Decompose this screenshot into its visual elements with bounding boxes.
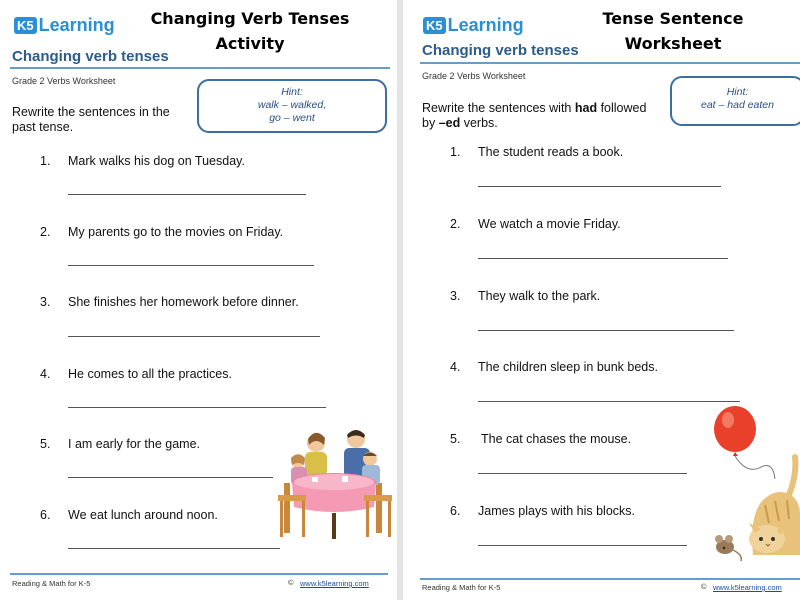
family-dinner-illustration: [272, 425, 396, 545]
worksheet-left: [0, 0, 397, 600]
answer-line[interactable]: [68, 548, 280, 549]
overlay-title: Changing Verb Tenses Activity: [150, 9, 350, 53]
item-number: 3.: [450, 289, 461, 303]
header-rule: [420, 62, 800, 64]
item-number: 5.: [450, 432, 461, 446]
k5-logo: K5 Learning: [14, 15, 115, 36]
k5-logo: K5 Learning: [423, 15, 524, 36]
item-sentence: I am early for the game.: [68, 437, 201, 451]
item-number: 2.: [450, 217, 461, 231]
footer-link[interactable]: www.k5learning.com: [713, 583, 782, 592]
item-sentence: The children sleep in bunk beds.: [478, 360, 658, 374]
copyright-icon: ©: [701, 582, 707, 591]
answer-line[interactable]: [478, 401, 740, 402]
item-sentence: We eat lunch around noon.: [68, 508, 218, 522]
instructions: Rewrite the sentences with had followed by –ed verbs.: [422, 101, 647, 130]
answer-line[interactable]: [68, 336, 320, 337]
item-sentence: She finishes her homework before dinner.: [68, 295, 299, 309]
worksheet-subtitle: Changing verb tenses: [422, 42, 579, 59]
item-number: 2.: [40, 225, 51, 239]
answer-line[interactable]: [478, 186, 721, 187]
answer-line[interactable]: [478, 545, 687, 546]
footer-link[interactable]: www.k5learning.com: [300, 579, 369, 588]
item-sentence: James plays with his blocks.: [478, 504, 636, 518]
answer-line[interactable]: [478, 258, 728, 259]
item-number: 6.: [40, 508, 51, 522]
hint-box: Hint: walk – walked, go – went: [197, 79, 387, 133]
item-number: 6.: [450, 504, 461, 518]
answer-line[interactable]: [68, 477, 273, 478]
item-sentence: We watch a movie Friday.: [478, 217, 621, 231]
item-number: 4.: [40, 367, 51, 381]
worksheet-subtitle: Changing verb tenses: [12, 48, 169, 65]
overlay-title: Tense Sentence Worksheet: [602, 9, 744, 53]
item-sentence: The cat chases the mouse.: [481, 432, 632, 446]
item-sentence: They walk to the park.: [478, 289, 601, 303]
item-sentence: Mark walks his dog on Tuesday.: [68, 154, 245, 168]
answer-line[interactable]: [478, 473, 687, 474]
footer-text: Reading & Math for K-5: [422, 583, 501, 592]
answer-line[interactable]: [68, 265, 314, 266]
cat-balloon-illustration: [703, 405, 800, 565]
item-number: 1.: [450, 145, 461, 159]
item-number: 1.: [40, 154, 51, 168]
item-number: 4.: [450, 360, 461, 374]
item-number: 3.: [40, 295, 51, 309]
answer-line[interactable]: [68, 407, 326, 408]
item-sentence: My parents go to the movies on Friday.: [68, 225, 284, 239]
header-rule: [10, 67, 390, 69]
footer-rule: [420, 578, 800, 580]
footer-text: Reading & Math for K-5: [12, 579, 91, 588]
worksheet-right: [403, 0, 800, 600]
answer-line[interactable]: [478, 330, 734, 331]
item-number: 5.: [40, 437, 51, 451]
hint-box: Hint: eat – had eaten: [670, 76, 800, 126]
item-sentence: He comes to all the practices.: [68, 367, 232, 381]
grade-label: Grade 2 Verbs Worksheet: [422, 71, 526, 81]
copyright-icon: ©: [288, 578, 294, 587]
footer-rule: [10, 573, 388, 575]
grade-label: Grade 2 Verbs Worksheet: [12, 76, 116, 86]
instructions: Rewrite the sentences in the past tense.: [12, 105, 170, 134]
item-sentence: The student reads a book.: [478, 145, 624, 159]
answer-line[interactable]: [68, 194, 306, 195]
